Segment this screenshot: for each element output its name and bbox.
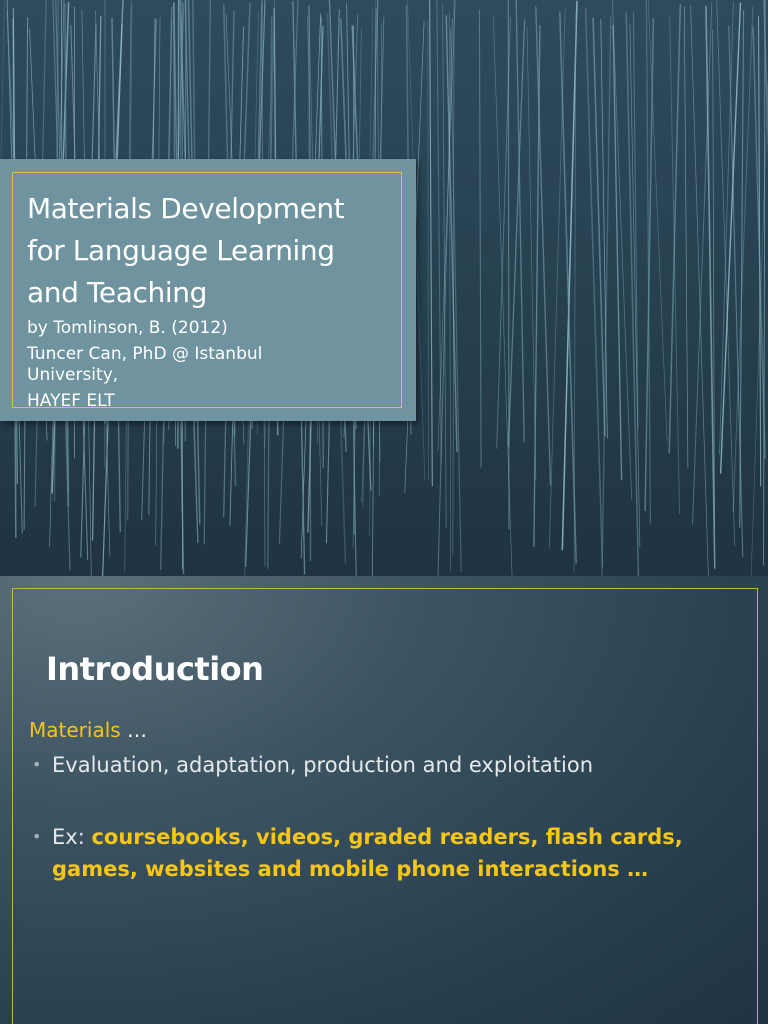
bullet-dot-icon: • (32, 827, 42, 846)
materials-ellipsis: … (120, 718, 148, 742)
decorative-line (693, 2, 712, 524)
decorative-line (602, 17, 611, 576)
decorative-line (438, 1, 455, 451)
bullet-prefix: Ex: (52, 825, 92, 849)
subtitle-author: by Tomlinson, B. (2012) (27, 318, 228, 338)
decorative-line (428, 21, 429, 480)
decorative-line (601, 19, 608, 438)
bullet-text (52, 821, 683, 853)
bullet-text: Evaluation, adaptation, production and exploitation (52, 753, 594, 777)
slide-title-line-1: Materials Development (27, 192, 345, 225)
decorative-line (612, 0, 632, 500)
decorative-line (593, 18, 605, 437)
introduction-title: Introduction (46, 650, 264, 688)
slide-subtitle (27, 318, 357, 412)
slide-title-line-3: and Teaching (27, 276, 207, 309)
decorative-line (430, 0, 433, 486)
decorative-line (764, 0, 766, 565)
decorative-line (508, 0, 509, 529)
bullet-dot-icon: • (32, 755, 42, 774)
subtitle-university: University, (27, 365, 119, 385)
decorative-line (717, 0, 735, 546)
subtitle-presenter: Tuncer Can, PhD @ Istanbul (27, 344, 263, 364)
decorative-line (437, 0, 441, 463)
decorative-line (479, 10, 481, 468)
decorative-line (684, 6, 688, 468)
introduction-slide (0, 576, 768, 1024)
decorative-line (613, 25, 622, 480)
decorative-line (508, 19, 524, 447)
bullet-highlight-line-1: coursebooks, videos, graded readers, flash cards, (91, 825, 683, 849)
subtitle-program: HAYEF ELT (27, 391, 115, 411)
bullet-highlight-line-2: games, websites and mobile phone interactions … (52, 857, 649, 881)
materials-label: Materials (29, 718, 121, 742)
decorative-line (450, 29, 461, 572)
decorative-line (527, 27, 536, 480)
decorative-line (534, 25, 540, 547)
slide-title (27, 188, 397, 314)
decorative-line (648, 0, 667, 441)
materials-heading (29, 718, 147, 742)
slide-title-line-2: for Language Learning (27, 234, 335, 267)
